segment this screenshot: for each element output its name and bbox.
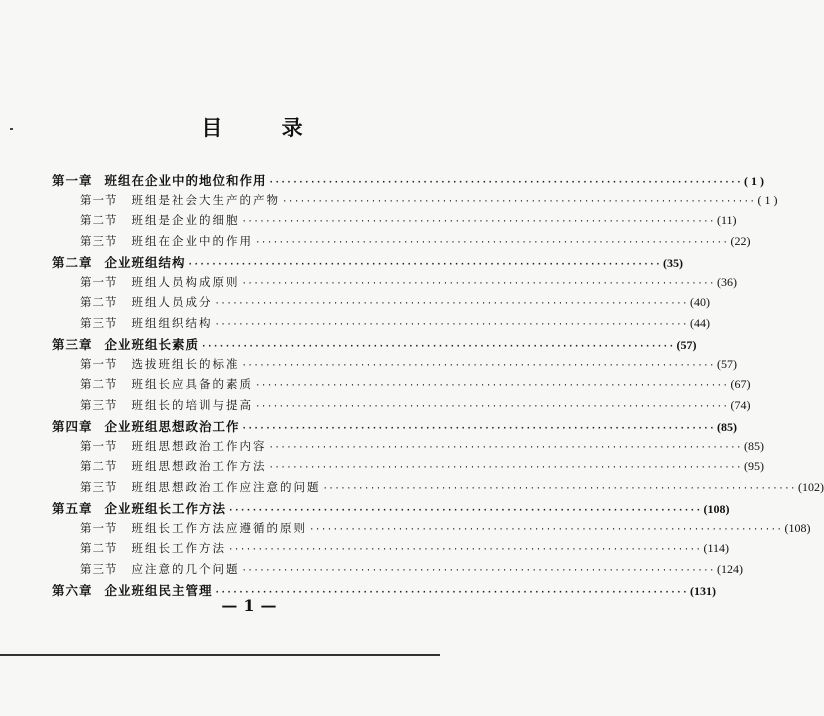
toc-leader-dots: ················································································	[201, 342, 675, 352]
toc-section-row	[80, 561, 743, 581]
toc-leader-dots: ················································································	[241, 217, 715, 227]
toc-section-row	[80, 540, 730, 560]
toc-section-row	[80, 458, 764, 478]
toc-chapter-row	[52, 335, 697, 355]
toc-entry-number: 第一节	[80, 438, 118, 453]
page-title: 目 录	[201, 115, 329, 140]
toc-section-row	[80, 274, 737, 294]
toc-leader-dots: ················································································	[309, 524, 783, 535]
toc-leader-dots: ················································································	[214, 299, 688, 309]
toc-section-row	[80, 212, 737, 232]
toc-section-row	[80, 315, 710, 335]
toc-entry-title: 班组是社会大生产的产物	[131, 192, 280, 207]
toc-entry-number: 第三节	[80, 233, 118, 248]
toc-entry-title: 企业班组结构	[104, 255, 186, 270]
toc-entry-number: 第三节	[80, 479, 118, 494]
toc-section-row	[80, 356, 737, 376]
toc-chapter-row	[52, 417, 738, 437]
toc-page-ref: (114)	[703, 541, 730, 555]
toc-section-row	[80, 438, 764, 458]
toc-entry-number: 第三节	[80, 315, 118, 330]
toc-entry-number: 第六章	[52, 583, 93, 598]
toc-entry-title: 班组长工作方法	[131, 541, 226, 555]
toc-page-ref: (44)	[689, 315, 710, 330]
toc-entry-number: 第一节	[80, 520, 118, 535]
toc-leader-dots: ················································································	[241, 424, 716, 434]
toc-leader-dots: ················································································	[268, 442, 742, 453]
toc-page-ref: (67)	[730, 377, 751, 391]
toc-chapter-row	[52, 253, 684, 273]
toc-leader-dots: ················································································	[322, 483, 796, 494]
toc-entry-title: 班组思想政治工作内容	[131, 438, 267, 453]
toc-entry-title: 班组思想政治工作应注意的问题	[131, 479, 321, 494]
toc-page-ref: (85)	[717, 420, 738, 434]
toc-entry-title: 班组长工作方法应遵循的原则	[131, 520, 307, 535]
toc-entry-title: 企业班组长工作方法	[104, 501, 227, 516]
toc-leader-dots: ················································································	[241, 278, 715, 289]
toc-entry-number: 第一节	[80, 192, 118, 207]
toc-entry-title: 班组组织结构	[131, 315, 213, 330]
toc-chapter-row	[52, 171, 765, 191]
toc-entry-title: 班组人员成分	[131, 295, 213, 309]
toc-entry-title: 选拔班组长的标准	[131, 356, 240, 371]
toc-section-row	[80, 520, 811, 540]
toc-entry-number: 第一节	[80, 356, 118, 371]
toc-page-ref: (11)	[716, 213, 737, 227]
toc-entry-number: 第二章	[52, 255, 93, 270]
bottom-rule	[0, 654, 440, 656]
toc-leader-dots: ················································································	[228, 545, 702, 555]
toc-leader-dots: ················································································	[282, 196, 756, 207]
toc-entry-number: 第二节	[80, 377, 118, 391]
toc-entry-title: 班组是企业的细胞	[131, 213, 240, 227]
toc-page-ref: (40)	[689, 295, 710, 309]
toc-entry-number: 第三节	[80, 561, 118, 576]
toc-entry-number: 第二节	[80, 295, 118, 309]
toc-page-ref: (22)	[730, 233, 751, 248]
toc-section-row	[80, 233, 751, 253]
toc-page-ref: (108)	[784, 520, 811, 535]
toc-entry-number: 第一节	[80, 274, 118, 289]
toc-entry-title: 班组人员构成原则	[131, 274, 240, 289]
toc-page-ref: ( 1 )	[744, 174, 765, 188]
toc-entry-number: 第二节	[80, 213, 118, 227]
toc-page-ref: (124)	[716, 561, 743, 576]
toc-page-ref: (131)	[690, 584, 717, 598]
toc-entry-title: 班组在企业中的作用	[131, 233, 253, 248]
toc-leader-dots: ················································································	[228, 506, 702, 516]
toc-entry-number: 第二节	[80, 459, 118, 473]
toc-leader-dots: ················································································	[241, 565, 715, 576]
toc-section-row	[80, 397, 751, 417]
toc-entry-number: 第一章	[52, 173, 93, 188]
toc-leader-dots: ················································································	[187, 260, 662, 270]
toc-entry-number: 第三节	[80, 397, 118, 412]
toc-entry-title: 班组思想政治工作方法	[131, 459, 267, 473]
toc-entry-title: 班组长应具备的素质	[131, 377, 253, 391]
toc-section-row	[80, 479, 824, 499]
toc-entry-number: 第三章	[52, 337, 93, 352]
toc-page-ref: (36)	[716, 274, 737, 289]
toc-leader-dots: ················································································	[268, 463, 742, 473]
toc-page-ref: (35)	[663, 256, 684, 270]
toc-leader-dots: ················································································	[268, 178, 743, 188]
toc-page-ref: (102)	[797, 479, 824, 494]
toc-leader-dots: ················································································	[214, 319, 688, 330]
toc-entry-title: 班组长的培训与提高	[131, 397, 253, 412]
toc-entry-number: 第五章	[52, 501, 93, 516]
toc-page-ref: (74)	[730, 397, 751, 412]
toc-page-ref: (57)	[716, 356, 737, 371]
toc-page-ref: (108)	[703, 502, 730, 516]
toc-leader-dots: ················································································	[241, 360, 715, 371]
toc-section-row	[80, 376, 751, 396]
toc-leader-dots: ················································································	[255, 381, 729, 391]
toc-page-ref: ( 1 )	[757, 192, 778, 207]
toc-page-ref: (95)	[743, 459, 764, 473]
toc-entry-title: 企业班组思想政治工作	[104, 419, 240, 434]
toc-page-ref: (57)	[676, 338, 697, 352]
toc-leader-dots: ················································································	[214, 588, 689, 598]
toc-section-row	[80, 294, 710, 314]
page-number: —1—	[221, 596, 283, 615]
toc-entry-title: 企业班组长素质	[104, 337, 200, 352]
toc-chapter-row	[52, 499, 730, 519]
toc-entry-title: 应注意的几个问题	[131, 561, 240, 576]
toc-entry-title: 企业班组民主管理	[104, 583, 213, 598]
toc-entry-number: 第四章	[52, 419, 93, 434]
toc-page-ref: (85)	[743, 438, 764, 453]
toc-entry-title: 班组在企业中的地位和作用	[104, 173, 267, 188]
toc-leader-dots: ················································································	[255, 237, 729, 248]
toc-entry-number: 第二节	[80, 541, 118, 555]
toc-section-row	[80, 192, 778, 212]
toc-leader-dots: ················································································	[255, 401, 729, 412]
